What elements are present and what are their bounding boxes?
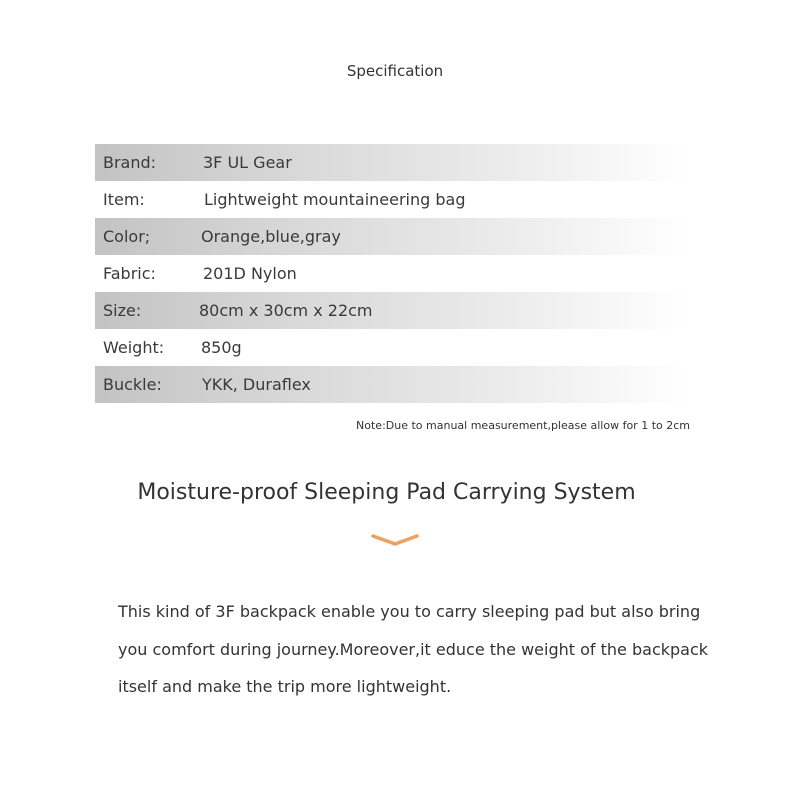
description-line: you comfort during journey.Moreover,it educe the weight of the backpack: [118, 639, 709, 659]
spec-label: Color;: [103, 227, 151, 246]
spec-label: Fabric:: [103, 264, 156, 283]
spec-label: Weight:: [103, 338, 165, 357]
measurement-note: Note:Due to manual measurement,please allow for 1 to 2cm: [356, 419, 690, 432]
spec-row-buckle: [95, 366, 690, 403]
spec-label: Size:: [103, 301, 142, 320]
spec-row-item: [95, 181, 690, 218]
spec-value: Orange,blue,gray: [201, 227, 341, 246]
spec-label: Buckle:: [103, 375, 162, 394]
spec-row-fabric: [95, 255, 690, 292]
spec-row-weight: [95, 329, 690, 366]
description-line: itself and make the trip more lightweight.: [118, 677, 452, 696]
spec-value: Lightweight mountaineering bag: [204, 190, 466, 209]
spec-row-color: [95, 218, 690, 255]
spec-label: Item:: [103, 190, 145, 209]
spec-value: 80cm x 30cm x 22cm: [199, 301, 373, 320]
section-heading: Moisture-proof Sleeping Pad Carrying System: [137, 480, 636, 505]
spec-label: Brand:: [103, 153, 157, 172]
spec-value: 3F UL Gear: [203, 153, 292, 172]
spec-value: 850g: [201, 338, 242, 357]
spec-table: [95, 144, 690, 403]
description-text: [118, 593, 718, 706]
spec-value: 201D Nylon: [203, 264, 297, 283]
spec-title: Specification: [346, 62, 444, 80]
description-line: This kind of 3F backpack enable you to carry sleeping pad but also bring: [118, 602, 701, 621]
spec-row-brand: [95, 144, 690, 181]
spec-value: YKK, Duraflex: [202, 375, 311, 394]
spec-row-size: [95, 292, 690, 329]
chevron-down-icon: [371, 533, 419, 547]
